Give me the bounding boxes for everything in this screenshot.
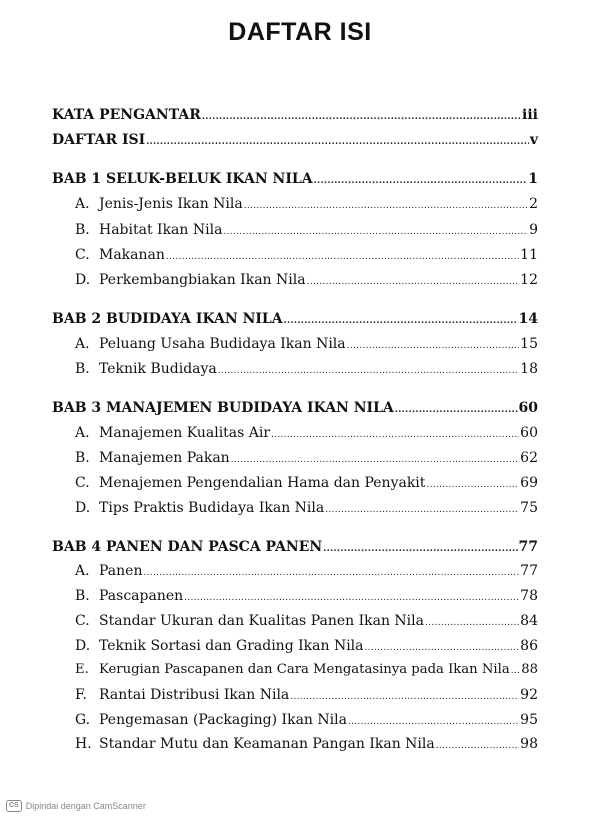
toc-chapter[interactable] [52, 311, 538, 327]
dot-leader [347, 341, 520, 351]
toc-entry-label: Habitat Ikan Nila [99, 222, 223, 238]
toc-entry-label: Rantai Distribusi Ikan Nila [99, 687, 290, 703]
dot-leader [143, 568, 519, 578]
dot-leader [218, 366, 519, 376]
toc-entry-letter: D. [75, 638, 91, 654]
dot-leader [202, 112, 521, 122]
toc-entry-label: Standar Ukuran dan Kualitas Panen Ikan Nila [99, 613, 424, 629]
toc-entry[interactable] [75, 687, 538, 703]
toc-entry[interactable] [75, 336, 538, 352]
dot-leader [166, 252, 519, 262]
toc-entry[interactable] [75, 247, 538, 263]
dot-leader [184, 593, 519, 603]
toc-entry-page: iii [522, 107, 538, 123]
toc-entry-label: DAFTAR ISI [52, 132, 146, 148]
dot-leader [425, 618, 519, 628]
toc-entry[interactable] [75, 736, 538, 752]
toc-entry-label: Peluang Usaha Budidaya Ikan Nila [99, 336, 346, 352]
scanner-watermark [6, 800, 146, 812]
toc-entry-label: Teknik Budidaya [99, 361, 217, 377]
toc-entry-letter: A. [75, 425, 90, 441]
toc-entry-label: Makanan [99, 247, 165, 263]
dot-leader [323, 544, 517, 554]
toc-entry[interactable] [75, 500, 538, 516]
dot-leader [511, 666, 521, 676]
toc-entry-page: 2 [529, 196, 538, 212]
toc-chapter[interactable] [52, 539, 538, 555]
toc-entry-page: v [529, 132, 538, 148]
dot-leader [436, 741, 519, 751]
toc-entry-page: 62 [520, 450, 538, 466]
toc-entry[interactable] [75, 196, 538, 212]
toc-entry-page: 69 [520, 475, 538, 491]
toc-entry-letter: B. [75, 450, 90, 466]
toc-entry-letter: A. [75, 563, 90, 579]
toc-entry-page: 98 [520, 736, 538, 752]
toc-entry[interactable] [75, 450, 538, 466]
toc-entry-page: 15 [520, 336, 538, 352]
dot-leader [365, 643, 520, 653]
toc-entry[interactable] [75, 563, 538, 579]
dot-leader [314, 176, 528, 186]
toc-entry-page: 12 [520, 272, 538, 288]
toc-entry-label: Pascapanen [99, 588, 184, 604]
dot-leader [284, 316, 518, 326]
toc-entry-front[interactable] [52, 107, 538, 123]
toc-entry-page: 9 [529, 222, 538, 238]
toc-entry-page: 95 [520, 712, 538, 728]
dot-leader [325, 505, 519, 515]
toc-entry[interactable] [75, 361, 538, 377]
toc-chapter-page: 1 [528, 171, 538, 187]
toc-entry-letter: B. [75, 361, 90, 377]
toc-entry-label: Tips Praktis Budidaya Ikan Nila [99, 500, 325, 516]
toc-entry-page: 77 [520, 563, 538, 579]
toc-entry-label: Perkembangbiakan Ikan Nila [99, 272, 306, 288]
toc-entry-letter: F. [75, 687, 87, 703]
page-title: DAFTAR ISI [228, 18, 372, 46]
toc-entry[interactable] [75, 613, 538, 629]
toc-entry-letter: B. [75, 222, 90, 238]
toc-entry-letter: A. [75, 196, 90, 212]
toc-entry-letter: E. [75, 662, 89, 677]
toc-entry-page: 84 [520, 613, 538, 629]
toc-entry-label: KATA PENGANTAR [52, 107, 201, 123]
toc-entry[interactable] [75, 712, 538, 728]
toc-entry-letter: C. [75, 247, 90, 263]
toc-entry-page: 60 [520, 425, 538, 441]
toc-entry-label: Kerugian Pascapanen dan Cara Mengatasinya pada Ikan Nila [99, 662, 510, 677]
toc-entry[interactable] [75, 662, 538, 677]
dot-leader [231, 455, 519, 465]
toc-chapter-label: BAB 2 BUDIDAYA IKAN NILA [52, 311, 283, 327]
dot-leader [348, 717, 519, 727]
toc-entry-letter: D. [75, 500, 91, 516]
toc-entry-page: 86 [520, 638, 538, 654]
toc-entry[interactable] [75, 638, 538, 654]
toc-entry-label: Manajemen Pakan [99, 450, 230, 466]
toc-entry-label: Menajemen Pengendalian Hama dan Penyakit [99, 475, 426, 491]
toc-chapter-label: BAB 1 SELUK-BELUK IKAN NILA [52, 171, 313, 187]
toc-entry-page: 75 [520, 500, 538, 516]
toc-entry[interactable] [75, 425, 538, 441]
toc-entry-label: Teknik Sortasi dan Grading Ikan Nila [99, 638, 364, 654]
toc-entry[interactable] [75, 272, 538, 288]
toc-entry-label: Manajemen Kualitas Air [99, 425, 271, 441]
toc-chapter-page: 77 [518, 539, 538, 555]
dot-leader [223, 227, 528, 237]
toc-entry-letter: A. [75, 336, 90, 352]
scanner-watermark-text: Dipindai dengan CamScanner [25, 801, 146, 811]
toc-entry-page: 11 [520, 247, 538, 263]
toc-chapter[interactable] [52, 171, 538, 187]
toc-entry-letter: H. [75, 736, 92, 752]
camscanner-logo-icon: CS [6, 800, 22, 812]
dot-leader [146, 137, 529, 147]
toc-entry-page: 88 [521, 662, 538, 677]
toc-entry-page: 18 [520, 361, 538, 377]
toc-chapter-label: BAB 3 MANAJEMEN BUDIDAYA IKAN NILA [52, 400, 394, 416]
toc-entry-label: Pengemasan (Packaging) Ikan Nila [99, 712, 347, 728]
toc-chapter-page: 60 [518, 400, 538, 416]
toc-entry-letter: G. [75, 712, 91, 728]
toc-entry-letter: C. [75, 475, 90, 491]
toc-chapter[interactable] [52, 400, 538, 416]
dot-leader [426, 480, 519, 490]
toc-entry-letter: C. [75, 613, 90, 629]
toc-entry[interactable] [75, 588, 538, 604]
toc-entry-front[interactable] [52, 132, 538, 148]
toc-entry-label: Panen [99, 563, 143, 579]
dot-leader [290, 692, 519, 702]
toc-entry-letter: B. [75, 588, 90, 604]
toc-chapter-page: 14 [518, 311, 538, 327]
toc-entry-page: 78 [520, 588, 538, 604]
toc-entry-letter: D. [75, 272, 91, 288]
toc-entry-label: Jenis-Jenis Ikan Nila [99, 196, 243, 212]
dot-leader [244, 201, 528, 211]
toc-entry-label: Standar Mutu dan Keamanan Pangan Ikan Nila [99, 736, 435, 752]
dot-leader [271, 430, 519, 440]
dot-leader [307, 277, 520, 287]
toc-entry-page: 92 [520, 687, 538, 703]
dot-leader [395, 405, 518, 415]
toc-entry[interactable] [75, 475, 538, 491]
toc-entry[interactable] [75, 222, 538, 238]
toc-chapter-label: BAB 4 PANEN DAN PASCA PANEN [52, 539, 323, 555]
